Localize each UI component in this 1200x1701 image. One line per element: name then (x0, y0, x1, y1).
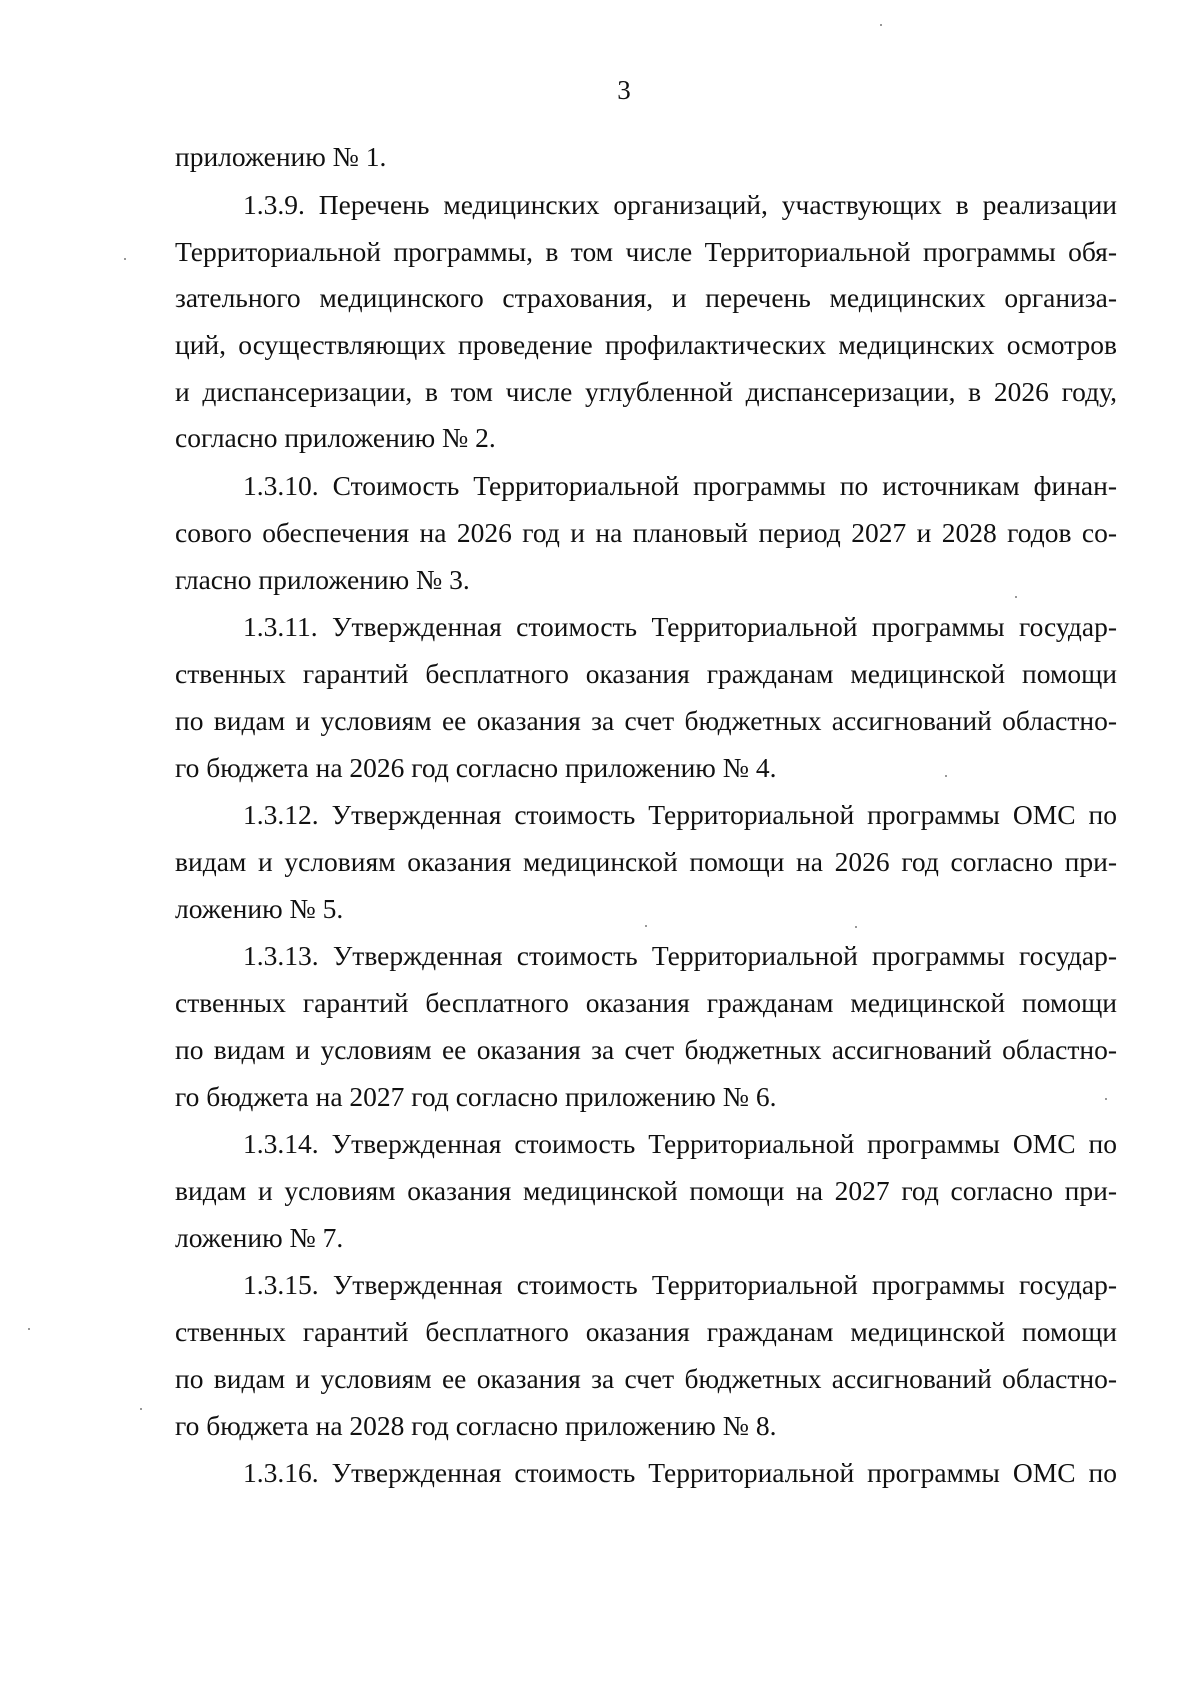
paragraph-line: 1.3.14. Утвержденная стоимость Территориальной программы ОМС по (243, 1128, 1117, 1159)
paragraph-line: 1.3.15. Утвержденная стоимость Территориальной программы государ- (243, 1269, 1117, 1300)
paragraph-line: 1.3.16. Утвержденная стоимость Территориальной программы ОМС по (243, 1457, 1117, 1488)
paragraph-line: по видам и условиям ее оказания за счет бюджетных ассигнований областно- (175, 1034, 1117, 1065)
paragraph-line: по видам и условиям ее оказания за счет бюджетных ассигнований областно- (175, 705, 1117, 736)
paragraph-line: 1.3.9. Перечень медицинских организаций, участвующих в реализации (243, 189, 1117, 220)
scan-speck (880, 24, 882, 26)
paragraph-line: го бюджета на 2028 год согласно приложению № 8. (175, 1410, 777, 1441)
scan-speck (124, 258, 126, 260)
paragraph-line: 1.3.10. Стоимость Территориальной программы по источникам финан- (243, 470, 1117, 501)
paragraph-line: зательного медицинского страхования, и перечень медицинских организа- (175, 282, 1117, 313)
paragraph-line: гласно приложению № 3. (175, 564, 470, 595)
paragraph-line: 1.3.13. Утвержденная стоимость Территориальной программы государ- (243, 940, 1117, 971)
page-number: 3 (617, 75, 631, 105)
paragraph-line: по видам и условиям ее оказания за счет бюджетных ассигнований областно- (175, 1363, 1117, 1394)
paragraph-line: ложению № 5. (175, 893, 344, 924)
paragraph-line: видам и условиям оказания медицинской помощи на 2026 год согласно при- (175, 846, 1117, 877)
paragraph-line: Территориальной программы, в том числе Территориальной программы обя- (175, 236, 1117, 267)
paragraph-line: 1.3.11. Утвержденная стоимость Территориальной программы государ- (243, 611, 1117, 642)
paragraph-line: ложению № 7. (175, 1222, 344, 1253)
paragraph-line: видам и условиям оказания медицинской помощи на 2027 год согласно при- (175, 1175, 1117, 1206)
scan-speck (945, 775, 947, 777)
scan-speck (645, 925, 647, 927)
paragraph-line: ственных гарантий бесплатного оказания гражданам медицинской помощи (175, 658, 1117, 689)
scan-speck (140, 1408, 142, 1410)
paragraph-line: ственных гарантий бесплатного оказания гражданам медицинской помощи (175, 987, 1117, 1018)
paragraph-line: и диспансеризации, в том числе углубленной диспансеризации, в 2026 году, (175, 376, 1117, 407)
scan-speck (28, 1328, 30, 1330)
paragraph-line: го бюджета на 2027 год согласно приложению № 6. (175, 1081, 777, 1112)
paragraph-line: приложению № 1. (175, 141, 387, 172)
paragraph-line: ственных гарантий бесплатного оказания гражданам медицинской помощи (175, 1316, 1117, 1347)
paragraph-line: 1.3.12. Утвержденная стоимость Территориальной программы ОМС по (243, 799, 1117, 830)
paragraph-line: сового обеспечения на 2026 год и на плановый период 2027 и 2028 годов со- (175, 517, 1117, 548)
scan-speck (855, 926, 857, 928)
paragraph-line: ций, осуществляющих проведение профилактических медицинских осмотров (175, 329, 1117, 360)
scan-speck (1015, 596, 1017, 598)
scan-speck (1105, 1098, 1107, 1100)
paragraph-line: согласно приложению № 2. (175, 422, 496, 453)
paragraph-line: го бюджета на 2026 год согласно приложению № 4. (175, 752, 777, 783)
